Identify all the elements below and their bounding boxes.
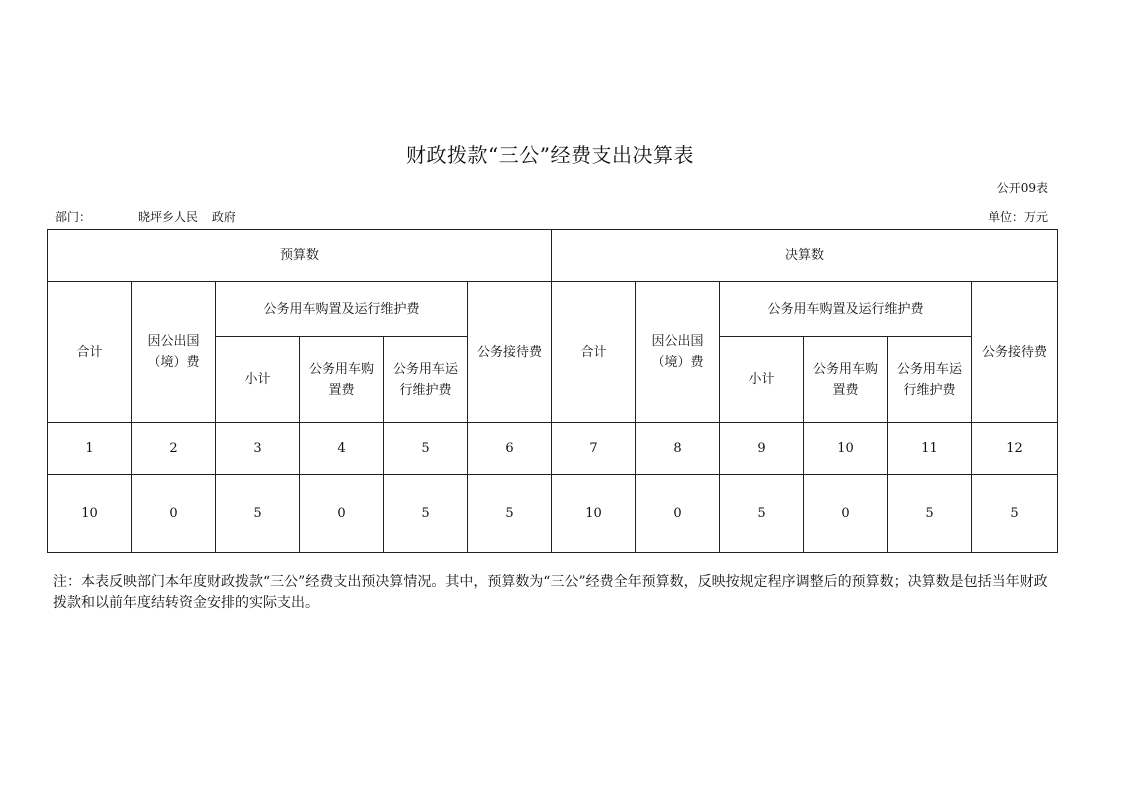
final-operation-header: 公务用车运行维护费 (888, 337, 972, 423)
budget-group-header: 预算数 (48, 230, 552, 282)
final-total-header: 合计 (552, 282, 636, 423)
budget-vehicle-header: 公务用车购置及运行维护费 (216, 282, 468, 337)
unit-label: 单位：万元 (987, 210, 1048, 224)
three-public-expense-table (47, 229, 1058, 553)
value-cell: 0 (804, 475, 888, 553)
final-abroad-header: 因公出国（境）费 (636, 282, 720, 423)
value-cell: 5 (468, 475, 552, 553)
final-purchase-header: 公务用车购置费 (804, 337, 888, 423)
index-cell: 10 (804, 423, 888, 475)
value-cell: 5 (972, 475, 1058, 553)
department-name: 晓坪乡人民 政府 (138, 210, 236, 224)
value-cell: 0 (636, 475, 720, 553)
index-cell: 11 (888, 423, 972, 475)
index-cell: 1 (48, 423, 132, 475)
index-cell: 5 (384, 423, 468, 475)
budget-reception-header: 公务接待费 (468, 282, 552, 423)
group-header-row (48, 230, 1058, 282)
column-header-row-1 (48, 282, 1058, 337)
index-cell: 2 (132, 423, 216, 475)
index-cell: 9 (720, 423, 804, 475)
budget-purchase-header: 公务用车购置费 (300, 337, 384, 423)
form-number: 公开09表 (996, 181, 1048, 195)
index-cell: 6 (468, 423, 552, 475)
value-cell: 10 (48, 475, 132, 553)
final-subtotal-header: 小计 (720, 337, 804, 423)
final-group-header: 决算数 (552, 230, 1058, 282)
value-cell: 10 (552, 475, 636, 553)
index-cell: 8 (636, 423, 720, 475)
final-reception-header: 公务接待费 (972, 282, 1058, 423)
value-cell: 5 (720, 475, 804, 553)
index-cell: 7 (552, 423, 636, 475)
index-cell: 4 (300, 423, 384, 475)
value-cell: 5 (384, 475, 468, 553)
value-cell: 0 (132, 475, 216, 553)
department-label: 部门： (55, 210, 92, 224)
budget-subtotal-header: 小计 (216, 337, 300, 423)
index-row (48, 423, 1058, 475)
index-cell: 12 (972, 423, 1058, 475)
index-cell: 3 (216, 423, 300, 475)
budget-operation-header: 公务用车运行维护费 (384, 337, 468, 423)
value-cell: 5 (216, 475, 300, 553)
value-row (48, 475, 1058, 553)
footnote: 注：本表反映部门本年度财政拨款“三公”经费支出预决算情况。其中，预算数为“三公”经费全年预算数，反映按规定程序调整后的预算数；决算数是包括当年财政拨款和以前年度结转资金安排的实际支出。 (53, 574, 1048, 611)
final-vehicle-header: 公务用车购置及运行维护费 (720, 282, 972, 337)
budget-total-header: 合计 (48, 282, 132, 423)
value-cell: 5 (888, 475, 972, 553)
page-title: 财政拨款“三公”经费支出决算表 (406, 143, 694, 167)
value-cell: 0 (300, 475, 384, 553)
budget-abroad-header: 因公出国（境）费 (132, 282, 216, 423)
